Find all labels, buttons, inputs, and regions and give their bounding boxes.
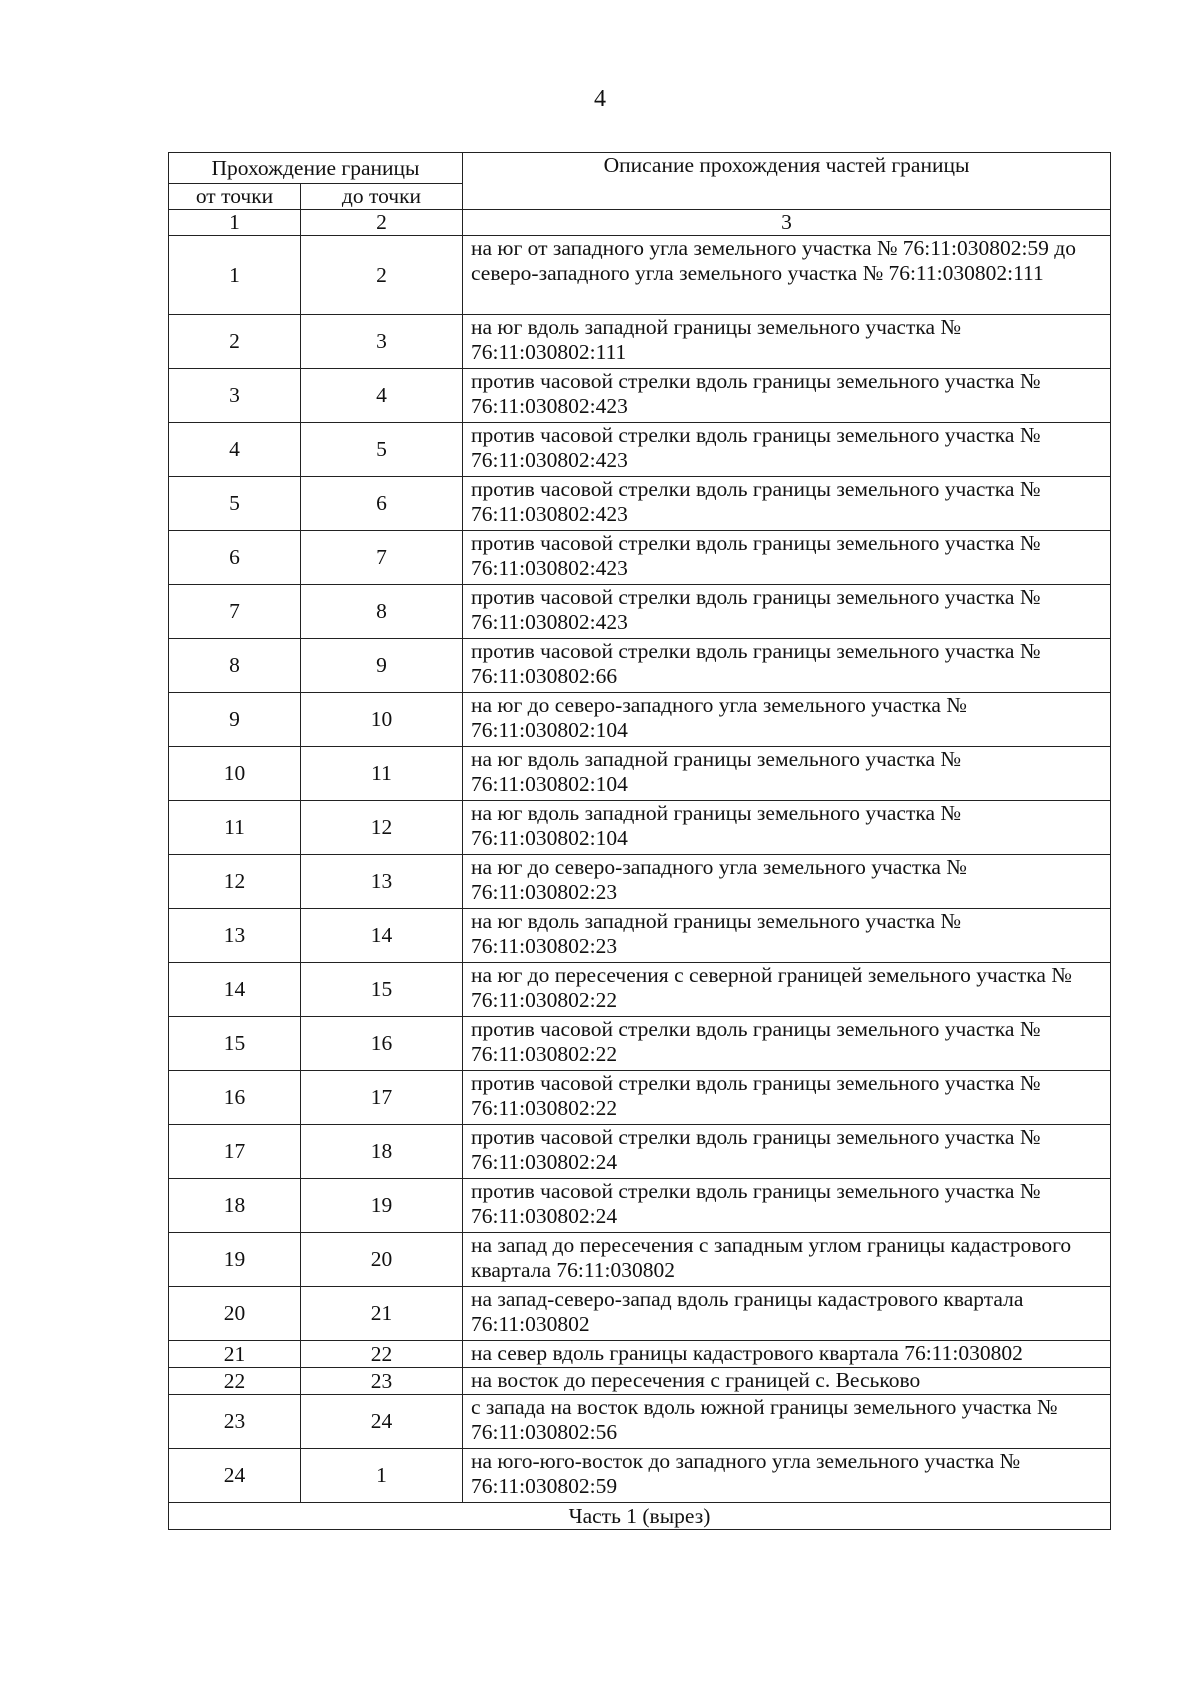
column-number: 1 [169,210,301,236]
table-row [169,1233,1111,1287]
table-row [169,1179,1111,1233]
table-row [169,585,1111,639]
column-number-row [169,210,1111,236]
table-row [169,1287,1111,1341]
to-point-cell: 15 [301,963,463,1017]
to-point-cell: 18 [301,1125,463,1179]
to-point-cell: 8 [301,585,463,639]
to-point-cell: 24 [301,1395,463,1449]
table-row [169,1395,1111,1449]
to-point-cell: 11 [301,747,463,801]
from-point-cell: 6 [169,531,301,585]
to-point-cell: 1 [301,1449,463,1503]
from-point-cell: 21 [169,1341,301,1368]
from-point-cell: 1 [169,236,301,315]
table-row [169,855,1111,909]
to-point-cell: 7 [301,531,463,585]
description-cell: против часовой стрелки вдоль границы земельного участка № 76:11:030802:22 [463,1017,1111,1071]
from-point-cell: 4 [169,423,301,477]
to-point-cell: 12 [301,801,463,855]
to-point-cell: 22 [301,1341,463,1368]
from-point-cell: 19 [169,1233,301,1287]
description-cell: с запада на восток вдоль южной границы земельного участка № 76:11:030802:56 [463,1395,1111,1449]
description-cell: против часовой стрелки вдоль границы земельного участка № 76:11:030802:423 [463,585,1111,639]
description-cell: на юг вдоль западной границы земельного участка № 76:11:030802:23 [463,909,1111,963]
from-point-cell: 20 [169,1287,301,1341]
description-cell: против часовой стрелки вдоль границы земельного участка № 76:11:030802:423 [463,423,1111,477]
to-point-cell: 3 [301,315,463,369]
table-row [169,423,1111,477]
table-row [169,693,1111,747]
to-point-cell: 17 [301,1071,463,1125]
from-point-cell: 15 [169,1017,301,1071]
table-row [169,1341,1111,1368]
table-row [169,531,1111,585]
from-point-cell: 5 [169,477,301,531]
table-row [169,477,1111,531]
header-from-point: от точки [169,184,301,210]
description-cell: на юг от западного угла земельного участка № 76:11:030802:59 до северо-западного угла земельного участка № 76:11:030802:111 [463,236,1111,315]
table-row [169,315,1111,369]
description-cell: на запад до пересечения с западным углом границы кадастрового квартала 76:11:030802 [463,1233,1111,1287]
from-point-cell: 7 [169,585,301,639]
description-cell: на юг до пересечения с северной границей земельного участка № 76:11:030802:22 [463,963,1111,1017]
from-point-cell: 17 [169,1125,301,1179]
to-point-cell: 23 [301,1368,463,1395]
from-point-cell: 23 [169,1395,301,1449]
table-row [169,236,1111,315]
table-row [169,909,1111,963]
to-point-cell: 6 [301,477,463,531]
description-cell: на юг вдоль западной границы земельного участка № 76:11:030802:104 [463,747,1111,801]
table-footer-row [169,1503,1111,1530]
to-point-cell: 16 [301,1017,463,1071]
from-point-cell: 16 [169,1071,301,1125]
from-point-cell: 3 [169,369,301,423]
to-point-cell: 20 [301,1233,463,1287]
from-point-cell: 24 [169,1449,301,1503]
table-row [169,1368,1111,1395]
to-point-cell: 13 [301,855,463,909]
table-row [169,801,1111,855]
from-point-cell: 12 [169,855,301,909]
to-point-cell: 10 [301,693,463,747]
table-row [169,1071,1111,1125]
to-point-cell: 21 [301,1287,463,1341]
description-cell: на юг вдоль западной границы земельного участка № 76:11:030802:111 [463,315,1111,369]
header-description: Описание прохождения частей границы [463,153,1111,210]
to-point-cell: 5 [301,423,463,477]
from-point-cell: 9 [169,693,301,747]
from-point-cell: 13 [169,909,301,963]
table-row [169,639,1111,693]
from-point-cell: 2 [169,315,301,369]
header-to-point: до точки [301,184,463,210]
description-cell: против часовой стрелки вдоль границы земельного участка № 76:11:030802:423 [463,369,1111,423]
to-point-cell: 2 [301,236,463,315]
to-point-cell: 14 [301,909,463,963]
boundary-table [168,152,1111,1530]
to-point-cell: 19 [301,1179,463,1233]
column-number: 3 [463,210,1111,236]
description-cell: против часовой стрелки вдоль границы земельного участка № 76:11:030802:22 [463,1071,1111,1125]
page-number: 4 [594,86,606,112]
to-point-cell: 9 [301,639,463,693]
description-cell: против часовой стрелки вдоль границы земельного участка № 76:11:030802:66 [463,639,1111,693]
description-cell: против часовой стрелки вдоль границы земельного участка № 76:11:030802:24 [463,1125,1111,1179]
description-cell: на север вдоль границы кадастрового квартала 76:11:030802 [463,1341,1111,1368]
description-cell: на юго-юго-восток до западного угла земельного участка № 76:11:030802:59 [463,1449,1111,1503]
table-row [169,963,1111,1017]
to-point-cell: 4 [301,369,463,423]
description-cell: на юг до северо-западного угла земельного участка № 76:11:030802:23 [463,855,1111,909]
description-cell: на юг до северо-западного угла земельного участка № 76:11:030802:104 [463,693,1111,747]
description-cell: против часовой стрелки вдоль границы земельного участка № 76:11:030802:24 [463,1179,1111,1233]
table-row [169,1125,1111,1179]
from-point-cell: 22 [169,1368,301,1395]
from-point-cell: 18 [169,1179,301,1233]
description-cell: на юг вдоль западной границы земельного участка № 76:11:030802:104 [463,801,1111,855]
description-cell: на запад-северо-запад вдоль границы кадастрового квартала 76:11:030802 [463,1287,1111,1341]
table-row [169,369,1111,423]
from-point-cell: 11 [169,801,301,855]
table-body [169,236,1111,1503]
table-header-row [169,153,1111,184]
table-row [169,1449,1111,1503]
header-boundary-passage: Прохождение границы [169,153,463,184]
table-row [169,1017,1111,1071]
table-footer: Часть 1 (вырез) [169,1503,1111,1530]
description-cell: на восток до пересечения с границей с. Веськово [463,1368,1111,1395]
from-point-cell: 8 [169,639,301,693]
column-number: 2 [301,210,463,236]
from-point-cell: 14 [169,963,301,1017]
description-cell: против часовой стрелки вдоль границы земельного участка № 76:11:030802:423 [463,531,1111,585]
from-point-cell: 10 [169,747,301,801]
table-row [169,747,1111,801]
description-cell: против часовой стрелки вдоль границы земельного участка № 76:11:030802:423 [463,477,1111,531]
